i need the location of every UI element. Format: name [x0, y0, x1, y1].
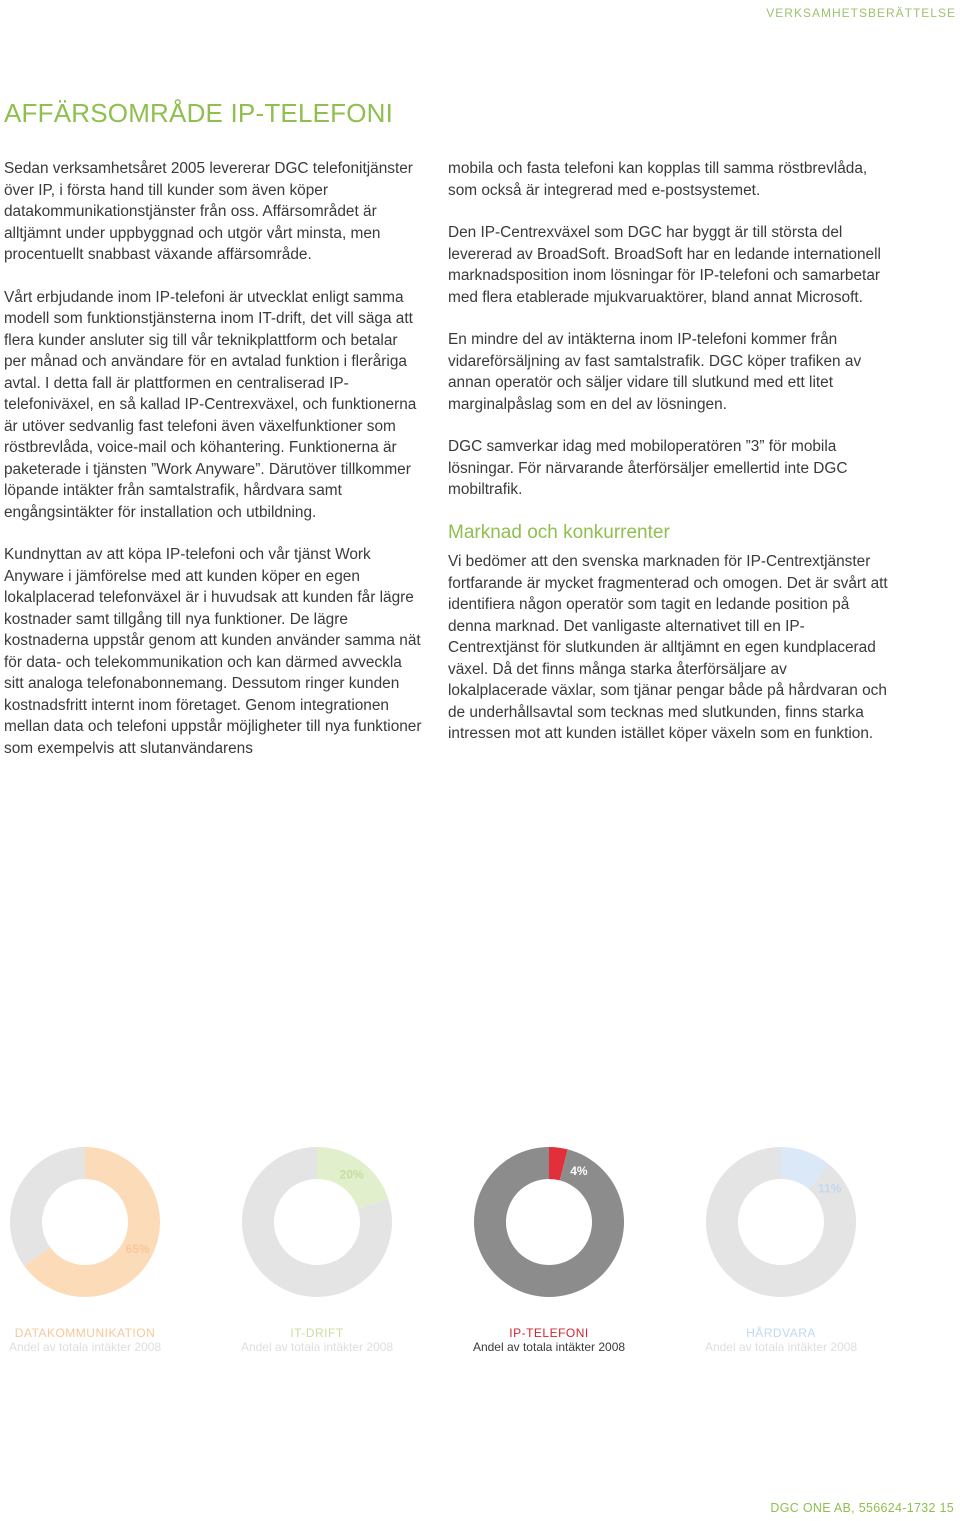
page-title: AFFÄRSOMRÅDE IP-TELEFONI: [4, 98, 394, 128]
donut-charts: [0, 1140, 960, 1370]
chart-title: DATAKOMMUNIKATION: [14, 1326, 156, 1340]
donut-svg: [0, 1140, 205, 1320]
donut-chart-ip-telefoni: [429, 1140, 669, 1370]
donut-value-label: 65%: [125, 1241, 150, 1256]
donut-chart-it-drift: [197, 1140, 437, 1370]
donut-svg: [429, 1140, 669, 1320]
header-section-label: VERKSAMHETSBERÄTTELSE: [766, 6, 956, 20]
donut-value-label: 4%: [570, 1164, 588, 1179]
chart-title: IT-DRIFT: [290, 1326, 344, 1340]
donut-chart-datakommunikation: [0, 1140, 205, 1370]
donut-value-label: 20%: [339, 1167, 364, 1182]
chart-subtitle: Andel av totala intäkter 2008: [8, 1340, 162, 1354]
paragraph: En mindre del av intäkterna inom IP-telefoni kommer från vidareförsäljning av fast samtalstrafik. DGC köper trafiken av annan operatör och säljer vidare till slutkund med ett litet marginalpåslag som en del av lösningen.: [448, 331, 862, 413]
footer: DGC ONE AB, 556624-1732 15: [770, 1501, 954, 1515]
donut-svg: [197, 1140, 437, 1320]
right-column: [448, 158, 888, 766]
left-column: [4, 158, 424, 780]
chart-title: HÅRDVARA: [746, 1326, 816, 1340]
paragraph: mobila och fasta telefoni kan kopplas till samma röstbrevlåda, som också är integrerad med e-postsystemet.: [448, 160, 868, 199]
chart-subtitle: Andel av totala intäkter 2008: [472, 1340, 626, 1354]
chart-title: IP-TELEFONI: [509, 1326, 589, 1340]
paragraph: Sedan verksamhetsåret 2005 levererar DGC telefonitjänster över IP, i första hand till kunder som även köper datakommunikationstjänster från oss. Affärsområdet är alltjämnt under uppbyggnad och utgör vårt minsta, men procentuellt snabbast växande affärsområde.: [4, 160, 413, 263]
paragraph: Vårt erbjudande inom IP-telefoni är utvecklat enligt samma modell som funktionstjänsterna inom IT-drift, det vill säga att flera kunder ansluter sig till vår teknikplattform och betalar per månad och användare för en avtalad funktion i fleråriga avtal. I detta fall är plattformen en centraliserad IP-telefoniväxel, en så kallad IP-Centrexväxel, och funktionerna är utöver sedvanlig fast telefoni även växelfunktioner som röstbrevlåda, voice-mail och köhantering. Funktionerna är paketerade i tjänsten ”Work Anyware”. Därutöver tillkommer löpande intäkter från samtalstrafik, hårdvara samt engångsintäkter för installation och utbildning.: [4, 288, 417, 521]
paragraph: DGC samverkar idag med mobiloperatören ”3” för mobila lösningar. För närvarande återförsäljer emellertid inte DGC mobiltrafik.: [448, 438, 848, 498]
section-heading: Marknad och konkurrenter: [448, 521, 670, 543]
chart-subtitle: Andel av totala intäkter 2008: [240, 1340, 394, 1354]
donut-rest-slice: [10, 1147, 85, 1266]
chart-subtitle: Andel av totala intäkter 2008: [704, 1340, 858, 1354]
donut-svg: [661, 1140, 901, 1320]
donut-chart-hardvara: [661, 1140, 901, 1370]
paragraph: Den IP-Centrexväxel som DGC har byggt är till största del levererad av BroadSoft. BroadSoft har en ledande internationell marknadsposition inom lösningar för IP-telefoni och samarbetar med flera etablerade mjukvaruaktörer, bland annat Microsoft.: [448, 224, 881, 306]
donut-value-label: 11%: [818, 1181, 842, 1196]
paragraph: Vi bedömer att den svenska marknaden för IP-Centrextjänster fortfarande är mycket fragmenterad och omogen. Det är svårt att identifiera någon operatör som tagit en ledande position på denna marknad. Det vanligaste alternativet till en IP-Centrextjänst för slutkunden är alltjämnt en egen kundplacerad växel. Då det finns många starka återförsäljare av lokalplacerade växlar, som tjänar pengar både på hårdvaran och de underhållsavtal som tecknas med slutkunden, finns starka intressen mot att kunden istället köper växeln som en funktion.: [448, 553, 888, 742]
paragraph: Kundnyttan av att köpa IP-telefoni och vår tjänst Work Anyware i jämförelse med att kunden köper en egen lokalplacerad telefonväxel är i huvudsak att kunden får lägre kostnader samt tillgång till nya funktioner. De lägre kostnaderna uppstår genom att kunden använder samma nät för data- och telekommunikation och kan därmed avveckla sitt analoga telefonabonnemang. Dessutom ringer kunden kostnadsfritt internt inom företaget. Genom integrationen mellan data och telefoni uppstår möjligheter till nya funktioner som exempelvis att slutanvändarens: [4, 546, 422, 757]
